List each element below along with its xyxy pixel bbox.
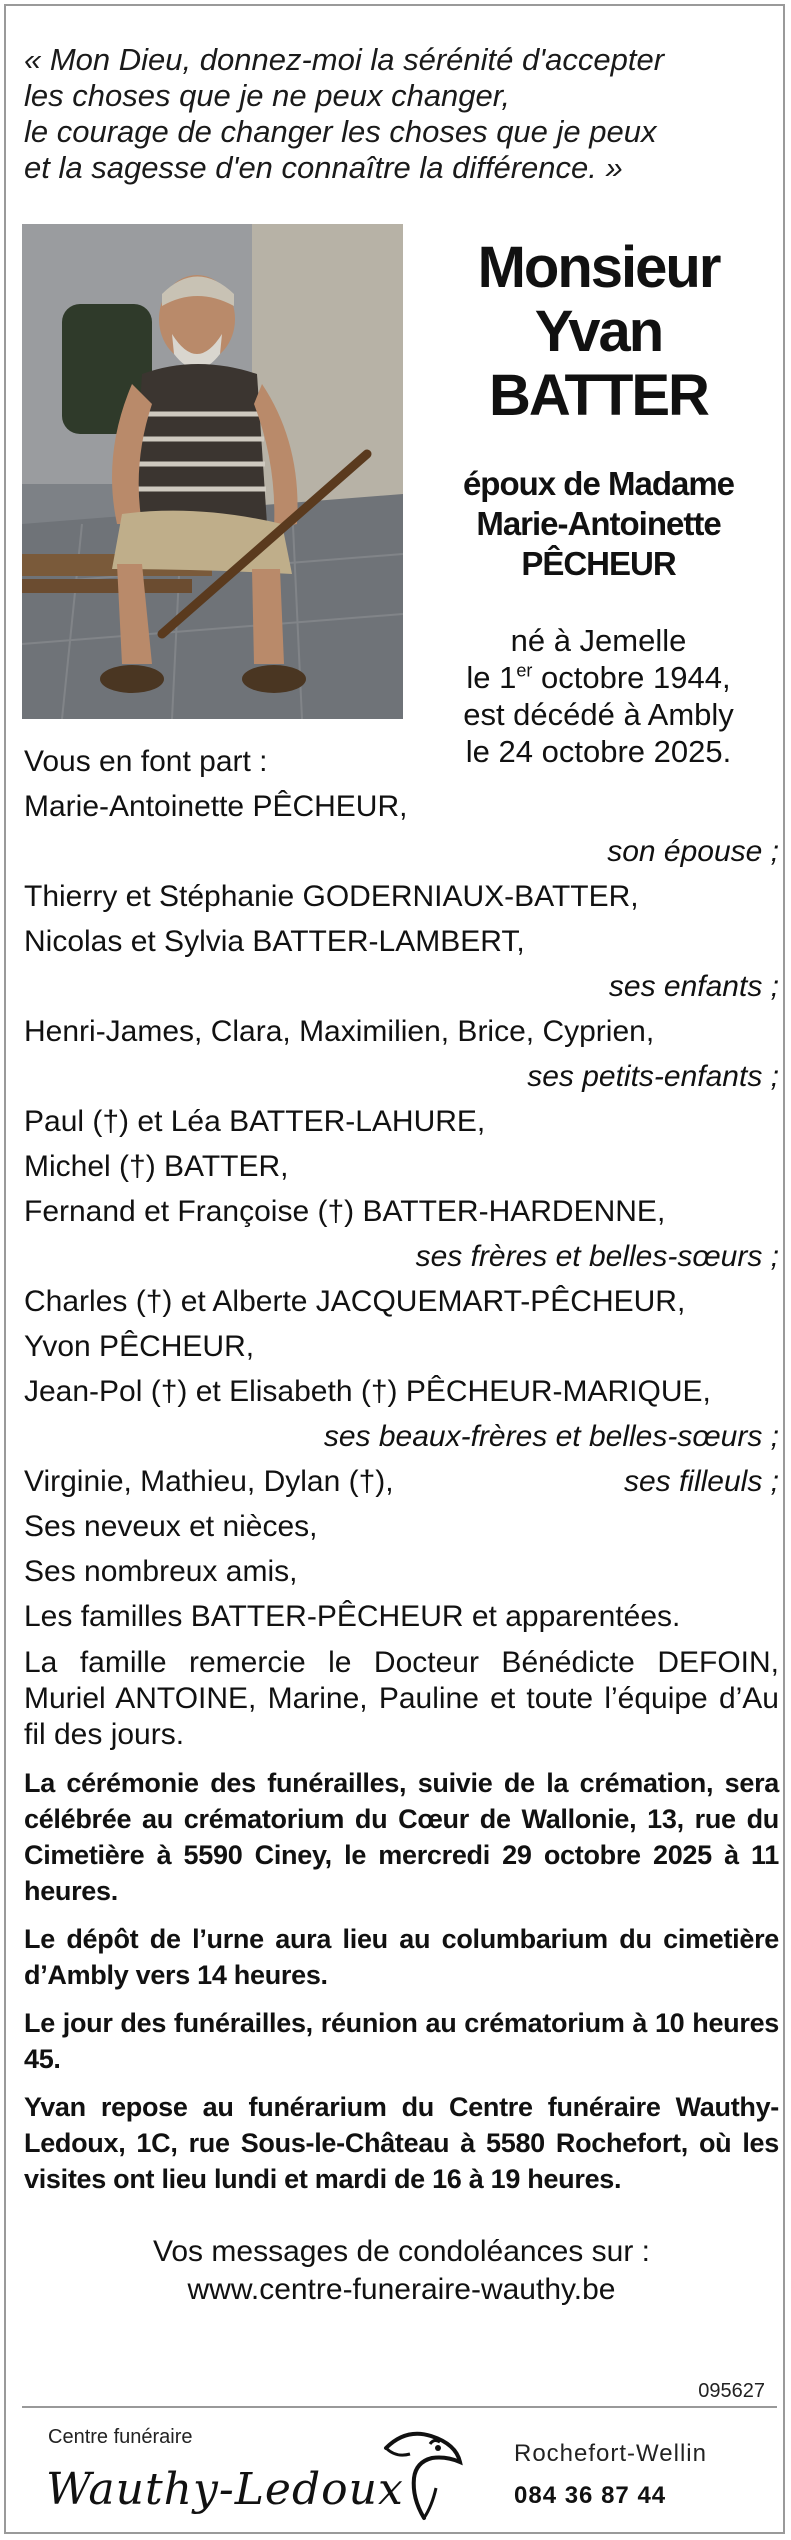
family-line: Ses nombreux amis, <box>24 1555 298 1588</box>
portrait-photo <box>22 224 403 719</box>
reference-number: 095627 <box>698 2380 765 2402</box>
birth-place: né à Jemelle <box>510 623 687 658</box>
spouse-line: époux de Madame <box>462 465 735 502</box>
godchildren-line <box>24 1459 779 1504</box>
deceased-header <box>426 236 771 770</box>
relation-label: ses filleuls ; <box>623 1465 779 1498</box>
family-line: Ses neveux et nièces, <box>24 1510 318 1543</box>
birth-month-year: octobre 1944, <box>532 660 731 695</box>
funeral-home-name: Wauthy-Ledoux <box>46 2464 404 2515</box>
deceased-name: Yvan BATTER <box>489 299 708 428</box>
obituary-card <box>4 4 785 2534</box>
birth-day-suffix: er <box>516 660 533 681</box>
quote-line: les choses que je ne peux changer, <box>24 78 511 113</box>
birth-date <box>426 659 771 696</box>
spouse-line: PÊCHEUR <box>521 545 676 582</box>
death-date: le 24 octobre 2025. <box>465 734 732 769</box>
stylized-bird-logo-icon <box>376 2418 472 2522</box>
family-line: Paul (†) et Léa BATTER-LAHURE, <box>24 1105 486 1138</box>
condolence-url[interactable]: www.centre-funeraire-wauthy.be <box>187 2273 616 2306</box>
relation-label: ses enfants ; <box>608 970 779 1003</box>
relation-label: son épouse ; <box>607 835 779 868</box>
funerarium-paragraph: Yvan repose au funérarium du Centre funéraire Wauthy-Ledoux, 1C, rue Sous-le-Château à 5580 Rochefort, où les visites ont lieu lundi et mardi de 16 à 19 heures. <box>24 2092 779 2194</box>
family-line: Jean-Pol (†) et Elisabeth (†) PÊCHEUR-MARIQUE, <box>24 1375 711 1408</box>
relation-label: ses beaux-frères et belles-sœurs ; <box>323 1420 779 1453</box>
ceremony-paragraph: La cérémonie des funérailles, suivie de la crémation, sera célébrée au crématorium du Cœur de Wallonie, 13, rue du Cimetière à 5590 Ciney, le mercredi 29 octobre 2025 à 11 heures. <box>24 1768 779 1906</box>
birth-day: le 1 <box>466 660 517 695</box>
relation-label: ses petits-enfants ; <box>527 1060 779 1093</box>
serenity-prayer-quote <box>24 42 764 186</box>
condolence-block <box>24 2233 779 2309</box>
spouse-line: Marie-Antoinette <box>476 505 721 542</box>
family-line: Marie-Antoinette PÊCHEUR, <box>24 790 408 823</box>
family-line: Nicolas et Sylvia BATTER-LAMBERT, <box>24 925 525 958</box>
quote-line: le courage de changer les choses que je peux <box>24 114 657 149</box>
family-line: Yvon PÊCHEUR, <box>24 1330 255 1363</box>
family-line: Henri-James, Clara, Maximilien, Brice, Cyprien, <box>24 1015 655 1048</box>
condolence-text: Vos messages de condoléances sur : <box>153 2235 650 2268</box>
spouse-block <box>426 464 771 584</box>
announcement-body <box>24 739 779 2309</box>
family-line: Fernand et Françoise (†) BATTER-HARDENNE, <box>24 1195 666 1228</box>
family-line: Virginie, Mathieu, Dylan (†), <box>24 1465 394 1498</box>
funeral-home-city: Rochefort-Wellin <box>514 2440 707 2467</box>
family-line: Thierry et Stéphanie GODERNIAUX-BATTER, <box>24 880 639 913</box>
honorific: Monsieur <box>477 235 720 300</box>
funeral-home-label: Centre funéraire <box>48 2426 193 2448</box>
family-line: Michel (†) BATTER, <box>24 1150 289 1183</box>
funeral-home-phone[interactable]: 084 36 87 44 <box>514 2482 667 2509</box>
urn-paragraph: Le dépôt de l’urne aura lieu au columbarium du cimetière d’Ambly vers 14 heures. <box>24 1924 779 1990</box>
relation-label: ses frères et belles-sœurs ; <box>415 1240 779 1273</box>
thanks-paragraph: La famille remercie le Docteur Bénédicte DEFOIN, Muriel ANTOINE, Marine, Pauline et toute l’équipe d’Au fil des jours. <box>24 1646 779 1751</box>
funeral-home-footer <box>6 2406 787 2534</box>
quote-line: « Mon Dieu, donnez-moi la sérénité d'accepter <box>24 42 665 77</box>
family-line: Les familles BATTER-PÊCHEUR et apparentées. <box>24 1600 681 1633</box>
portrait-illustration <box>22 224 403 719</box>
quote-line: et la sagesse d'en connaître la différence. » <box>24 150 623 185</box>
death-place: est décédé à Ambly <box>463 697 734 732</box>
family-line: Charles (†) et Alberte JACQUEMART-PÊCHEUR, <box>24 1285 686 1318</box>
meeting-paragraph: Le jour des funérailles, réunion au crématorium à 10 heures 45. <box>24 2008 779 2074</box>
intro-line: Vous en font part : <box>24 745 268 778</box>
